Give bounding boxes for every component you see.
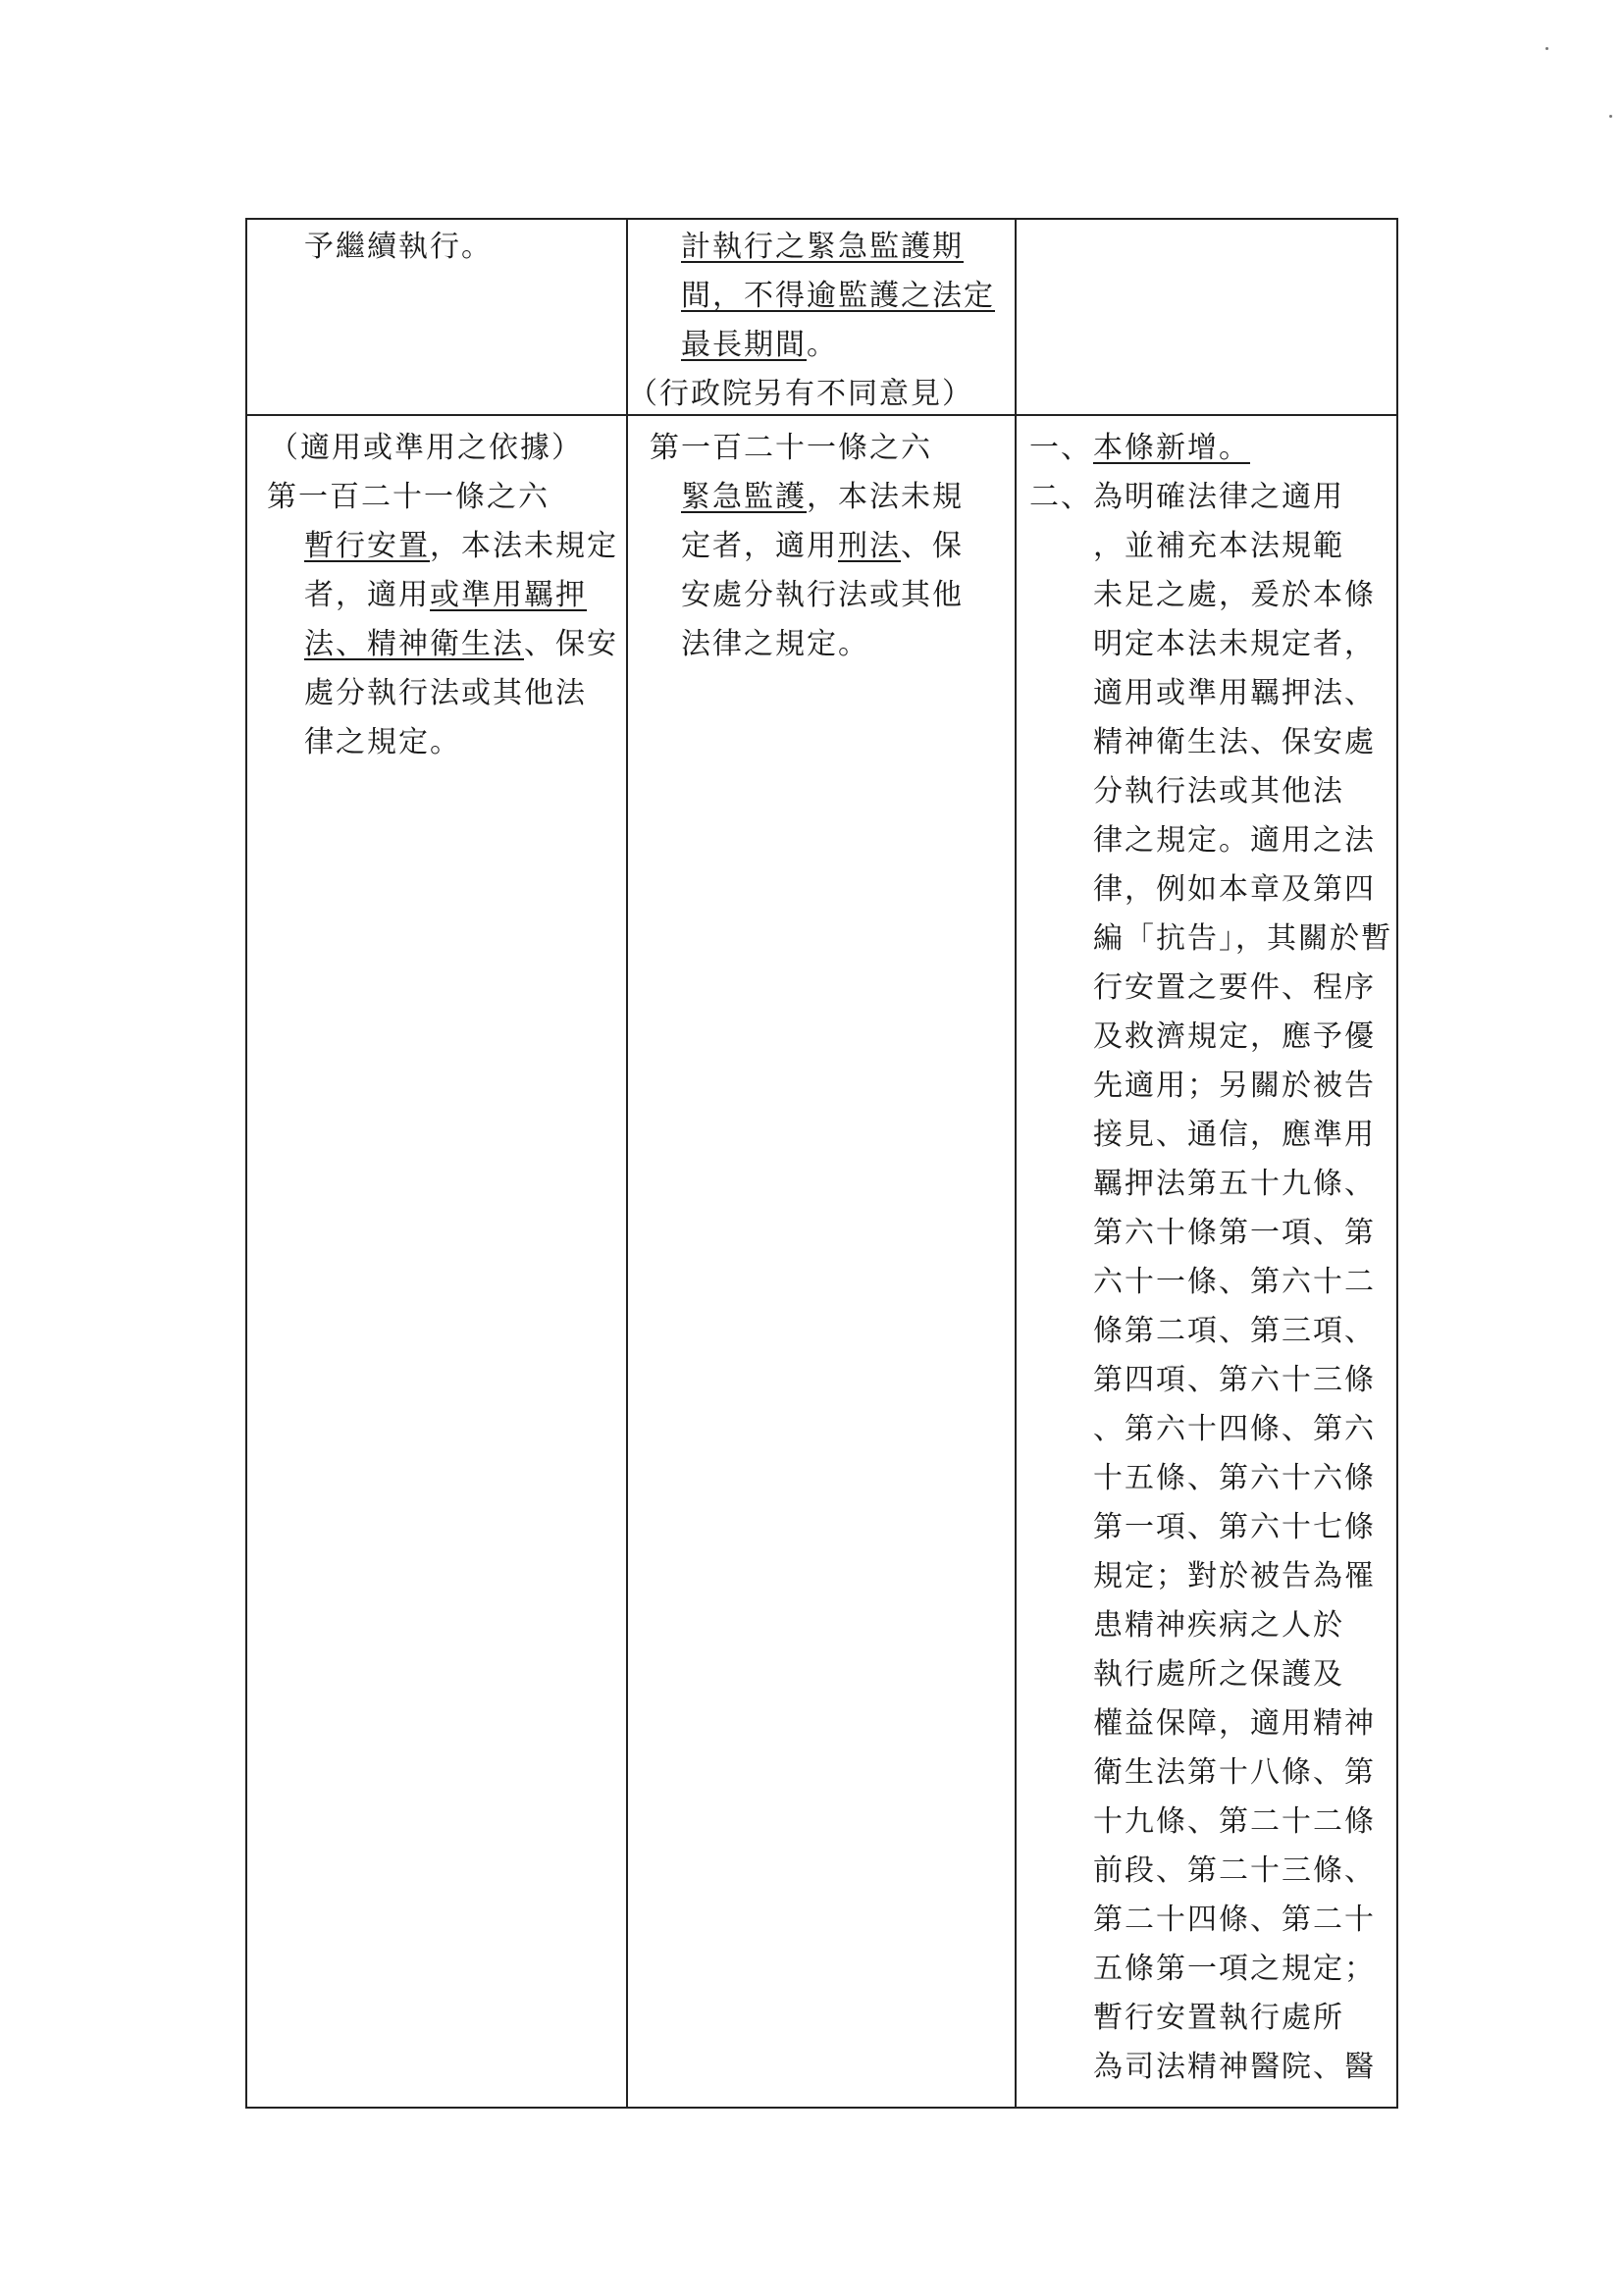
text-line: 患精神疾病之人於 — [1093, 1608, 1344, 1643]
text-line: 第四項、第六十三條 — [1093, 1363, 1376, 1397]
text-run: 安處分執行法或其他 — [681, 578, 964, 612]
text-line: 衛生法第十八條、第 — [1093, 1755, 1376, 1790]
text-run: 、保 — [901, 529, 964, 563]
item-marker: 一、 — [1029, 431, 1092, 465]
text-line — [681, 230, 964, 265]
text-line: 前段、第二十三條、 — [1093, 1853, 1376, 1888]
text-line — [304, 627, 618, 662]
text-line: 規定；對於被告為罹 — [1093, 1559, 1376, 1593]
text-line: 羈押法第五十九條、 — [1093, 1167, 1376, 1201]
text-line — [304, 676, 587, 711]
text-run: 第一百二十一條之六 — [267, 480, 550, 514]
scan-speck — [1545, 47, 1548, 50]
text-line: 執行處所之保護及 — [1093, 1657, 1344, 1692]
text-line: 第六十條第一項、第 — [1093, 1216, 1376, 1250]
text-line: 十五條、第六十六條 — [1093, 1461, 1376, 1495]
scan-speck — [1609, 115, 1612, 118]
text-line: 予繼續執行。 — [304, 230, 493, 264]
text-run: 處分執行法或其他法 — [304, 676, 587, 710]
text-line: 律，例如本章及第四 — [1093, 872, 1376, 907]
underlined-text: 間，不得逾監護之法定 — [681, 279, 995, 313]
text-line: 行安置之要件、程序 — [1093, 970, 1376, 1005]
text-line: 權益保障，適用精神 — [1093, 1706, 1376, 1741]
text-run: ，本法未規定 — [430, 529, 618, 563]
column-divider — [1015, 220, 1017, 2107]
text-line — [681, 279, 995, 314]
text-line: 、第六十四條、第六 — [1093, 1412, 1376, 1446]
text-run: 。 — [807, 328, 838, 362]
underlined-text: 法、精神衛生法 — [304, 627, 524, 661]
text-run: ，本法未規 — [807, 480, 964, 514]
item-text: 為明確法律之適用 — [1093, 480, 1344, 514]
text-line: 未足之處，爰於本條 — [1093, 578, 1376, 612]
text-line: 編「抗告」，其關於暫 — [1093, 921, 1392, 956]
text-line — [304, 529, 618, 564]
text-line — [304, 578, 587, 613]
text-line — [681, 578, 964, 613]
text-line: 分執行法或其他法 — [1093, 774, 1344, 809]
text-line: ，並補充本法規範 — [1093, 529, 1344, 563]
text-line: 暫行安置執行處所 — [1093, 2001, 1344, 2035]
text-line — [304, 725, 461, 760]
underlined-text: 刑法 — [838, 529, 901, 563]
text-line — [628, 377, 973, 412]
underlined-text: 暫行安置 — [304, 529, 430, 563]
text-run: 者，適用 — [304, 578, 430, 612]
text-run: 律之規定。 — [304, 725, 461, 759]
text-run: 第一百二十一條之六 — [650, 431, 932, 465]
text-line: 明定本法未規定者， — [1093, 627, 1376, 661]
underlined-text: 緊急監護 — [681, 480, 807, 514]
text-line — [681, 627, 869, 662]
comparison-table — [245, 218, 1398, 2109]
text-line: 先適用；另關於被告 — [1093, 1069, 1376, 1103]
text-line: 為司法精神醫院、醫 — [1093, 2050, 1376, 2084]
text-line: 適用或準用羈押法、 — [1093, 676, 1376, 710]
text-line: 接見、通信，應準用 — [1093, 1118, 1376, 1152]
text-run: 法律之規定。 — [681, 627, 869, 661]
item-text: 本條新增。 — [1093, 431, 1250, 465]
text-line: 條第二項、第三項、 — [1093, 1314, 1376, 1348]
text-line — [269, 431, 583, 466]
text-line: 第二十四條、第二十 — [1093, 1903, 1376, 1937]
text-run: （適用或準用之依據） — [269, 431, 583, 465]
text-line — [681, 480, 964, 515]
underlined-text: 或準用羈押 — [430, 578, 587, 612]
text-line: 律之規定。適用之法 — [1093, 823, 1376, 858]
item-marker: 二、 — [1029, 480, 1092, 514]
text-line — [650, 431, 932, 466]
column-divider — [626, 220, 628, 2107]
underlined-text: 計執行之緊急監護期 — [681, 230, 964, 264]
text-line: 五條第一項之規定； — [1093, 1952, 1376, 1986]
text-line — [267, 480, 550, 515]
text-line: 第一項、第六十七條 — [1093, 1510, 1376, 1544]
text-line — [681, 529, 964, 564]
underlined-text: 最長期間 — [681, 328, 807, 362]
text-line: 十九條、第二十二條 — [1093, 1804, 1376, 1839]
text-run: （行政院另有不同意見） — [628, 377, 973, 411]
text-run: 定者，適用 — [681, 529, 838, 563]
text-line: 精神衛生法、保安處 — [1093, 725, 1376, 759]
text-line — [681, 328, 838, 363]
text-line: 及救濟規定，應予優 — [1093, 1019, 1376, 1054]
text-run: 、保安 — [524, 627, 618, 661]
text-line: 六十一條、第六十二 — [1093, 1265, 1376, 1299]
row-divider — [247, 414, 1396, 416]
